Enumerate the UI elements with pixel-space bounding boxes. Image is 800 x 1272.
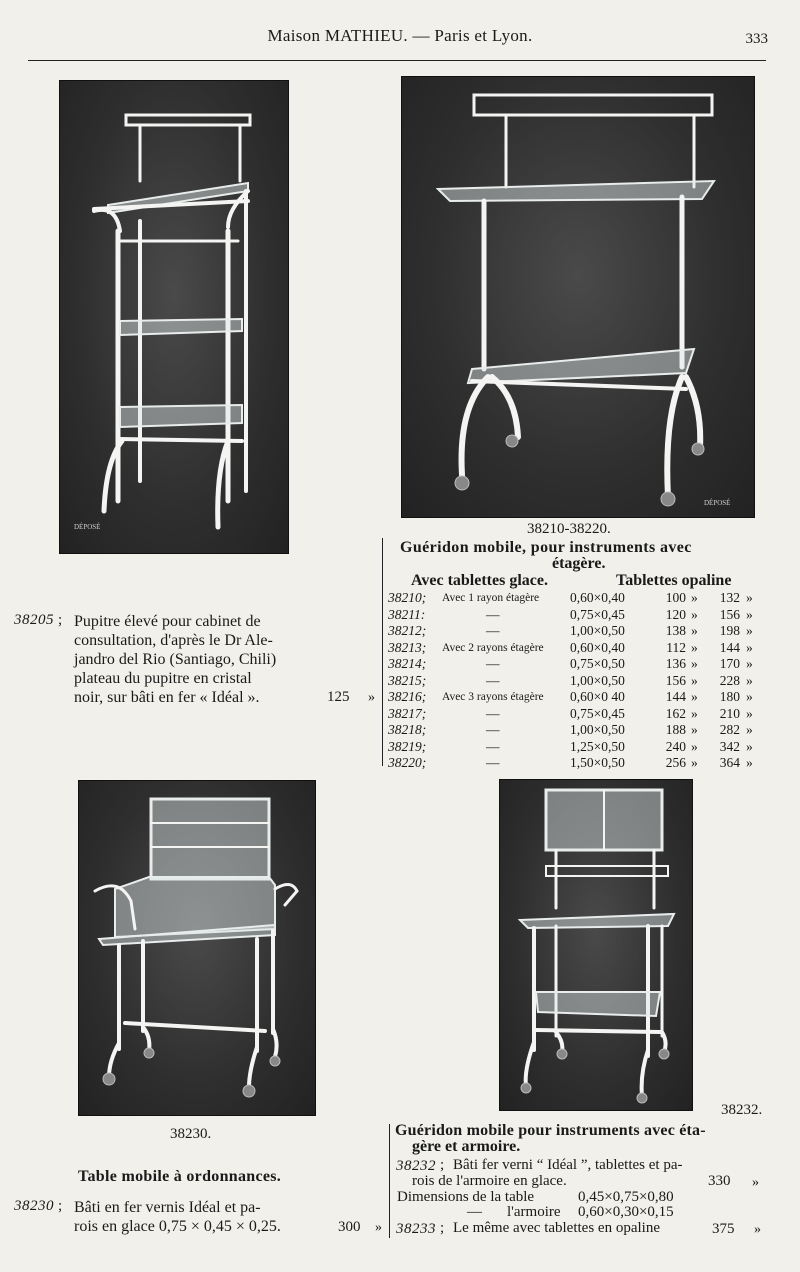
table-mobile-illustration [79,781,315,1115]
price-table [388,590,768,772]
gueridon-armoire-title: Guéridon mobile pour instruments avec éta- [395,1122,706,1139]
table-row: 38218; — 1,00×0,50 188 » 282 » [388,722,753,737]
dimensions-label: Dimensions de la table [397,1189,535,1205]
code-separator: ; [440,1157,445,1173]
dimensions-armoire: 0,60×0,30×0,15 [578,1204,674,1220]
dimensions-dash: — [467,1204,482,1220]
ref-number: 38232. [721,1102,763,1118]
description-line: consultation, d'après le Dr Ale- [74,632,273,649]
table-row: 38214; — 0,75×0,50 136 » 170 » [388,656,753,671]
description-line: jandro del Rio (Santiago, Chili) [74,651,277,668]
opaline-variant-line: Le même avec tablettes en opaline [453,1220,660,1236]
price: 375 [712,1221,735,1237]
table-row: 38213; Avec 2 rayons étagère 0,60×0,40 112 » 144 » [388,639,753,655]
description-line: rois en glace 0,75 × 0,45 × 0,25. [74,1218,281,1235]
ref-number: 38230. [170,1126,212,1142]
table-row: 38211: — 0,75×0,45 120 » 156 » [388,606,753,622]
table-row: 38210; Avec 1 rayon étagère 0,60×0,40 100 » 132 » [388,590,753,605]
column-rule [389,1124,390,1238]
table-mobile-description [74,1198,354,1236]
code-separator: ; [58,1198,63,1214]
dimensions-armoire-label: l'armoire [507,1204,561,1220]
table-mobile-title: Table mobile à ordonnances. [78,1168,282,1185]
code-separator: ; [440,1220,445,1236]
photo-stamp: DÉPOSÉ [74,523,101,531]
item-code: 38205 [14,612,54,628]
price-mark: » [754,1222,761,1237]
code-separator: ; [58,612,63,628]
item-code: 38233 [396,1221,436,1237]
page-number: 333 [745,31,768,47]
price: 330 [708,1173,731,1189]
gueridon-title-cont: étagère. [552,555,606,572]
photo-gueridon-armoire [499,779,693,1111]
item-code: 38232 [396,1158,436,1174]
price-mark: » [375,1220,382,1235]
description-line: plateau du pupitre en cristal [74,670,252,687]
description-line: Bâti en fer vernis Idéal et pa- [74,1199,261,1216]
gueridon-title: Guéridon mobile, pour instruments avec [400,539,692,556]
price: 125 [327,689,350,705]
table-row: 38216; Avec 3 rayons étagère 0,60×0 40 144 » 180 » [388,689,753,704]
table-row: 38217; — 0,75×0,45 162 » 210 » [388,705,753,721]
description-line: rois de l'armoire en glace. [412,1173,567,1189]
photo-pupitre [59,80,289,554]
price: 300 [338,1219,361,1235]
gueridon-etagere-illustration [402,77,754,517]
gueridon-armoire-illustration [500,780,692,1110]
table-row: 38220; — 1,50×0,50 256 » 364 » [388,755,753,770]
item-code: 38230 [14,1198,54,1214]
gueridon-armoire-title-cont: gère et armoire. [412,1138,521,1155]
col-head-glace: Avec tablettes glace. [411,572,548,589]
page-header-title: Maison MATHIEU. — Paris et Lyon. [267,26,533,45]
column-rule [382,538,383,766]
price-mark: » [368,690,375,705]
description-line: noir, sur bâti en fer « Idéal ». [74,689,260,706]
ref-range: 38210-38220. [527,521,611,537]
photo-stamp: DÉPOSÉ [704,499,731,507]
table-row: 38215; — 1,00×0,50 156 » 228 » [388,672,753,688]
col-head-opaline: Tablettes opaline [616,572,732,589]
table-row: 38212; — 1,00×0,50 138 » 198 » [388,623,753,638]
description-line: Pupitre élevé pour cabinet de [74,613,261,630]
header-rule [28,60,766,61]
description-line: Bâti fer verni “ Idéal ”, tablettes et pa- [453,1157,683,1173]
table-row: 38219; — 1,25×0,50 240 » 342 » [388,738,753,754]
photo-gueridon-etagere [401,76,755,518]
pupitre-illustration [60,81,288,553]
price-mark: » [752,1175,759,1190]
photo-table-mobile [78,780,316,1116]
dimensions-table: 0,45×0,75×0,80 [578,1189,674,1205]
